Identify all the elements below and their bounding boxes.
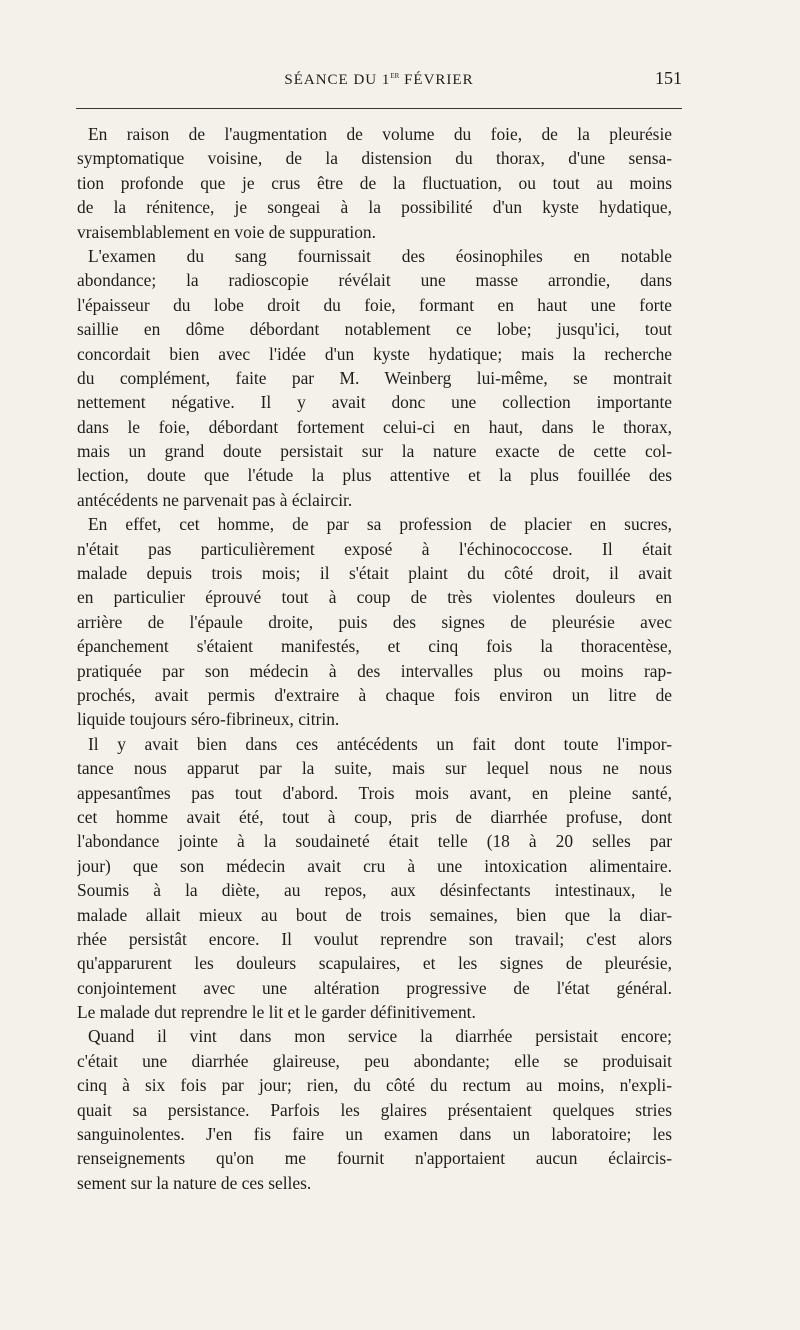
running-title-prefix: SÉANCE DU 1 [284, 72, 391, 88]
text-line: antécédents ne parvenait pas à éclaircir. [77, 489, 353, 510]
text-line: En effet, cet homme, de par sa profession de placier en sucres, [88, 514, 672, 535]
text-line: renseignements qu'on me fournit n'apportaient aucun éclaircis- [77, 1148, 672, 1169]
text-line: abondance; la radioscopie révélait une masse arrondie, dans [77, 270, 672, 291]
text-line: épanchement s'étaient manifestés, et cinq fois la thoracentèse, [77, 636, 672, 657]
text-line: l'abondance jointe à la soudaineté était telle (18 à 20 selles par [77, 831, 672, 852]
text-line: cet homme avait été, tout à coup, pris de diarrhée profuse, dont [77, 806, 672, 827]
text-line: de la rénitence, je songeai à la possibilité d'un kyste hydatique, [77, 197, 672, 218]
text-line: arrière de l'épaule droite, puis des signes de pleurésie avec [77, 611, 672, 632]
text-line: quait sa persistance. Parfois les glaires présentaient quelques stries [77, 1099, 672, 1120]
text-line: conjointement avec une altération progressive de l'état général. [77, 977, 672, 998]
header-rule [76, 108, 682, 109]
text-line: lection, doute que l'étude la plus attentive et la plus fouillée des [77, 465, 672, 486]
body-text [77, 122, 672, 1195]
text-line: en particulier éprouvé tout à coup de très violentes douleurs en [77, 587, 672, 608]
text-line: jour) que son médecin avait cru à une intoxication alimentaire. [77, 855, 672, 876]
text-line: tance nous apparut par la suite, mais sur lequel nous ne nous [77, 758, 672, 779]
page-number: 151 [655, 68, 682, 88]
text-line: liquide toujours séro-fibrineux, citrin. [77, 709, 340, 730]
text-line: Il y avait bien dans ces antécédents un fait dont toute l'impor- [88, 733, 672, 754]
text-line: En raison de l'augmentation de volume du foie, de la pleurésie [88, 124, 672, 144]
text-line: sanguinolentes. J'en fis faire un examen dans un laboratoire; les [77, 1124, 672, 1145]
text-line: c'était une diarrhée glaireuse, peu abondante; elle se produisait [77, 1050, 672, 1071]
text-line: appesantîmes pas tout d'abord. Trois mois avant, en pleine santé, [77, 782, 672, 803]
text-line: malade allait mieux au bout de trois semaines, bien que la diar- [77, 904, 672, 925]
text-line: du complément, faite par M. Weinberg lui-même, se montrait [77, 367, 672, 388]
text-line: pratiquée par son médecin à des intervalles plus ou moins rap- [77, 660, 672, 681]
text-line: concordait bien avec l'idée d'un kyste hydatique; mais la recherche [77, 343, 672, 364]
text-line: vraisemblablement en voie de suppuration. [77, 221, 376, 242]
text-line: n'était pas particulièrement exposé à l'échinococcose. Il était [77, 538, 672, 559]
text-line: tion profonde que je crus être de la fluctuation, ou tout au moins [77, 172, 672, 193]
text-line: symptomatique voisine, de la distension du thorax, d'une sensa- [77, 148, 672, 169]
text-line: cinq à six fois par jour; rien, du côté du rectum au moins, n'expli- [77, 1075, 672, 1096]
text-line: malade depuis trois mois; il s'était plaint du côté droit, il avait [77, 563, 672, 584]
text-line: qu'apparurent les douleurs scapulaires, et les signes de pleurésie, [77, 953, 672, 974]
text-line: L'examen du sang fournissait des éosinophiles en notable [88, 245, 672, 266]
running-title-suffix: FÉVRIER [399, 72, 474, 88]
text-line: Le malade dut reprendre le lit et le garder définitivement. [77, 1002, 476, 1023]
text-line: dans le foie, débordant fortement celui-ci en haut, dans le thorax, [77, 416, 672, 437]
text-line: saillie en dôme débordant notablement ce lobe; jusqu'ici, tout [77, 319, 672, 340]
text-line: l'épaisseur du lobe droit du foie, formant en haut une forte [77, 294, 672, 315]
page-header [76, 66, 682, 94]
text-line: prochés, avait permis d'extraire à chaque fois environ un litre de [77, 684, 672, 705]
text-line: Quand il vint dans mon service la diarrhée persistait encore; [88, 1026, 672, 1047]
running-title [76, 70, 682, 89]
text-line: nettement négative. Il y avait donc une collection importante [77, 392, 672, 413]
text-line: Soumis à la diète, au repos, aux désinfectants intestinaux, le [77, 880, 672, 901]
text-line: mais un grand doute persistait sur la nature exacte de cette col- [77, 441, 672, 462]
text-line: sement sur la nature de ces selles. [77, 1172, 312, 1193]
running-title-superscript: er [390, 70, 400, 81]
text-line: rhée persistât encore. Il voulut reprendre son travail; c'est alors [77, 928, 672, 949]
